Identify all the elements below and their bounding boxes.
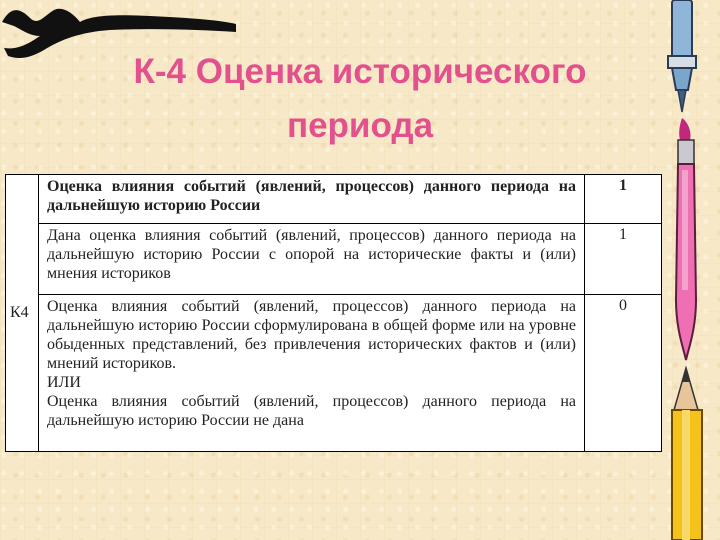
page-title: К-4 Оценка исторического периода: [133, 52, 587, 145]
row-description-group: [39, 294, 585, 451]
pencil-icon: [672, 368, 702, 540]
row-score: 1: [585, 175, 662, 224]
paint-brush-icon: [676, 118, 696, 360]
row-score: 1: [585, 224, 662, 295]
table-row: [6, 224, 662, 295]
row-description: Оценка влияния событий (явлений, процессов) данного периода на дальнейшую историю России: [39, 175, 585, 224]
stationery-decoration: [658, 0, 720, 540]
row-score: 0: [585, 294, 662, 451]
table-row: [6, 175, 662, 224]
criterion-code: К4: [6, 175, 39, 452]
pen-nib-icon: [668, 0, 696, 112]
row-description-alt: Оценка влияния событий (явлений, процессов) данного периода на дальнейшую историю России не дана: [47, 392, 576, 429]
table-row: [6, 294, 662, 451]
criteria-table: [5, 174, 662, 452]
row-or: ИЛИ: [47, 373, 81, 391]
row-description: Дана оценка влияния событий (явлений, процессов) данного периода на дальнейшую историю России с опорой на исторические факты и (или) мнения историков: [39, 224, 585, 295]
row-description: Оценка влияния событий (явлений, процессов) данного периода на дальнейшую историю России сформулирована в общей форме или на уровне обыденных представлений, без привлечения исторических фактов и (или) мнений историков.: [47, 297, 576, 372]
